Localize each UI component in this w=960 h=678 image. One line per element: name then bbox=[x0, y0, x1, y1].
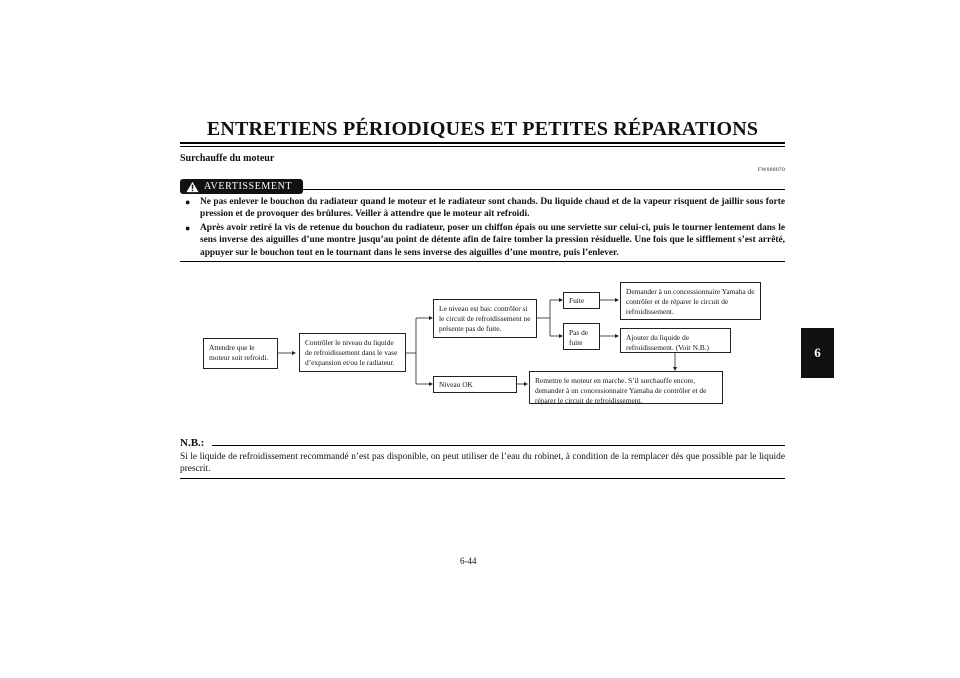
note-rule bbox=[212, 445, 785, 446]
flow-step-no-leak: Pas de fuite bbox=[563, 323, 600, 350]
flow-step-check-level: Contrôler le niveau du liquide de refroidissement dans le vase d’expansion et/ou le radiateur. bbox=[299, 333, 406, 372]
flow-step-wait: Attendre que le moteur soit refroidi. bbox=[203, 338, 278, 369]
flow-step-level-low: Le niveau est bas: contrôler si le circuit de refroidissement ne présente pas de fuite. bbox=[433, 299, 537, 338]
bullet-icon: ● bbox=[185, 197, 191, 207]
bullet-icon: ● bbox=[185, 222, 191, 233]
page-number: 6-44 bbox=[460, 556, 477, 566]
note-label: N.B.: bbox=[180, 437, 205, 449]
flow-step-leak: Fuite bbox=[563, 292, 600, 309]
page-title: ENTRETIENS PÉRIODIQUES ET PETITES RÉPARATIONS bbox=[206, 118, 759, 140]
flow-step-dealer-repair: Demander à un concessionnaire Yamaha de contrôler et de réparer le circuit de refroidissement. bbox=[620, 282, 761, 320]
flow-step-level-ok: Niveau OK bbox=[433, 376, 517, 393]
warning-item-text: Après avoir retiré la vis de retenue du bouchon du radiateur, poser un chiffon épais ou une serviette sur celui-ci, puis le tourner lentement dans le sens inverse des aiguilles d’une montre jusqu’au point de détente afin de faire tomber la pression résiduelle. Une fois que le sifflement s’est arrêté, appuyer sur le bouchon tout en le tournant dans le sens inverse des aiguilles d’une montre, puis l’enlever. bbox=[200, 222, 785, 258]
flow-step-restart: Remettre le moteur en marche. S’il surchauffe encore, demander à un concessionnaire Yamaha de contrôler et de réparer le circuit de refroidissement. bbox=[529, 371, 723, 404]
note-end-rule bbox=[180, 478, 785, 479]
reference-code: FW000070 bbox=[757, 167, 785, 173]
warning-label: AVERTISSEMENT bbox=[204, 181, 293, 192]
note-text: Si le liquide de refroidissement recommandé n’est pas disponible, on peut utiliser de l’eau du robinet, à condition de la remplacer dès que possible par le liquide prescrit. bbox=[180, 452, 785, 475]
flow-step-add-coolant: Ajouter du liquide de refroidissement. (Voir N.B.) bbox=[620, 328, 731, 353]
section-heading: Surchauffe du moteur bbox=[180, 153, 275, 164]
chapter-tab: 6 bbox=[801, 328, 834, 378]
warning-item-text: Ne pas enlever le bouchon du radiateur quand le moteur et le radiateur sont chauds. Du liquide chaud et de la vapeur risquent de jaillir sous forte pression et de provoquer des brûlures. Veiller à attendre que le moteur ait refroidi. bbox=[200, 197, 785, 220]
